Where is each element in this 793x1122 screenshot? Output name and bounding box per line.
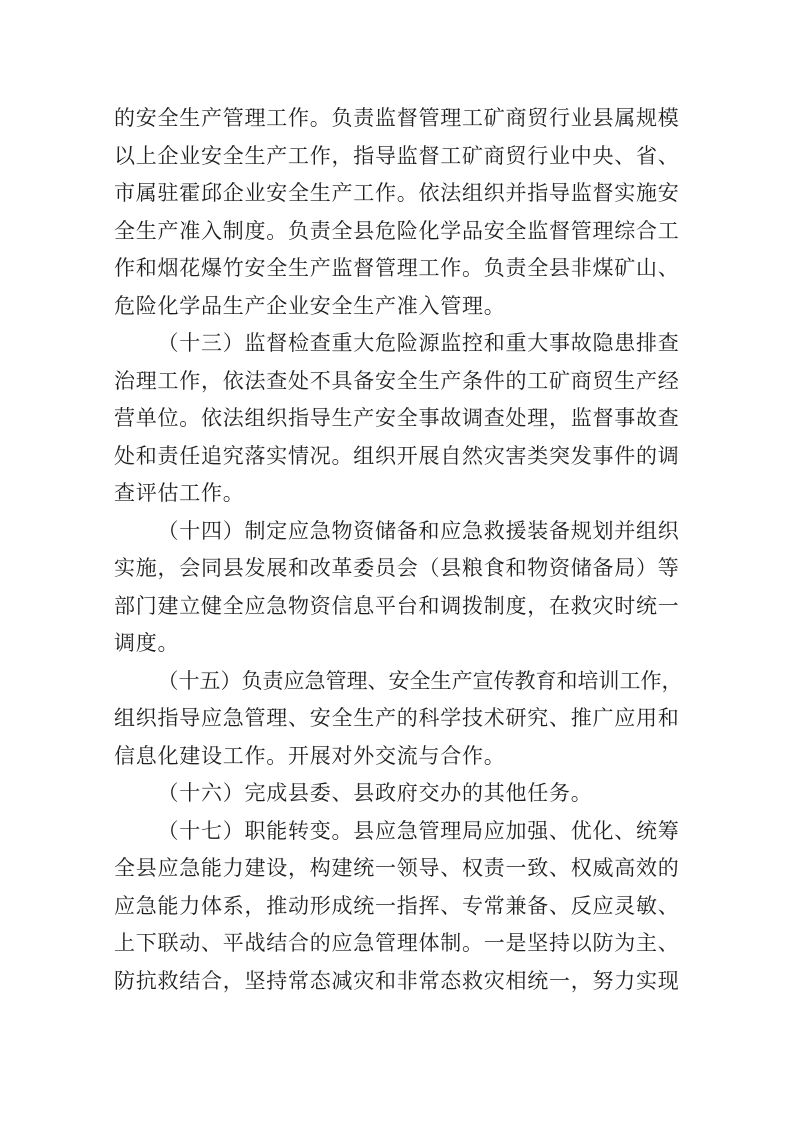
text-line: 治 理 工 作 ， 依 法 查 处 不 具 备 安 全 生 产 条 件 的 工 矿 商 贸 生 产 经 — [114, 368, 679, 393]
text-line: 组 织 指 导 应 急 管 理 、 安 全 生 产 的 科 学 技 术 研 究 、 推 广 应 用 和 — [114, 706, 679, 730]
text-line: 的 安 全 生 产 管 理 工 作 。 负 责 监 督 管 理 工 矿 商 贸 行 业 县 属 规 模 — [114, 106, 679, 130]
text-line: 全 县 应 急 能 力 建 设 ， 构 建 统 一 领 导 、 权 责 一 致 、 权 威 高 效 的 — [114, 856, 679, 880]
text-line: 作 和 烟 花 爆 竹 安 全 生 产 监 督 管 理 工 作 。 负 责 全 县 非 煤 矿 山 、 — [114, 256, 679, 280]
text-line: 调度。 — [114, 631, 180, 655]
text-line: 实 施 ， 会 同 县 发 展 和 改 革 委 员 会 （ 县 粮 食 和 物 资 储 备 局 ） 等 — [114, 556, 679, 580]
text-line: （ 十 四 ） 制 定 应 急 物 资 储 备 和 应 急 救 援 装 备 规 划 并 组 织 — [157, 518, 679, 543]
text-line: 上 下 联 动 、 平 战 结 合 的 应 急 管 理 体 制 。 一 是 坚 持 以 防 为 主 、 — [114, 931, 679, 955]
text-line: （ 十 三 ） 监 督 检 查 重 大 危 险 源 监 控 和 重 大 事 故 隐 患 排 查 — [157, 331, 679, 355]
document-body — [114, 100, 683, 1000]
text-line: 营 单 位 。 依 法 组 织 指 导 生 产 安 全 事 故 调 查 处 理 ， 监 督 事 故 查 — [114, 406, 679, 430]
text-line: 信息化建设工作。开展对外交流与合作。 — [114, 743, 506, 768]
text-line: 全 生 产 准 入 制 度 。 负 责 全 县 危 险 化 学 品 安 全 监 督 管 理 综 合 工 — [114, 218, 679, 243]
text-line: 市 属 驻 霍 邱 企 业 安 全 生 产 工 作 。 依 法 组 织 并 指 导 监 督 实 施 安 — [114, 181, 679, 205]
text-line: 防 抗 救 结 合 ， 坚 持 常 态 减 灾 和 非 常 态 救 灾 相 统 一 ， 努 力 实 现 — [114, 968, 679, 993]
text-line: 处 和 责 任 追 究 落 实 情 况 。 组 织 开 展 自 然 灾 害 类 突 发 事 件 的 调 — [114, 443, 679, 468]
text-line: 以 上 企 业 安 全 生 产 工 作 ， 指 导 监 督 工 矿 商 贸 行 业 中 央 、 省 、 — [114, 143, 679, 168]
text-line: 部 门 建 立 健 全 应 急 物 资 信 息 平 台 和 调 拨 制 度 ， 在 救 灾 时 统 一 — [114, 593, 679, 618]
text-line: 应 急 能 力 体 系 ， 推 动 形 成 统 一 指 挥 、 专 常 兼 备 、 反 应 灵 敏 、 — [114, 893, 679, 918]
text-line: 危险化学品生产企业安全生产准入管理。 — [114, 293, 506, 318]
text-line: （ 十 五 ） 负 责 应 急 管 理 、 安 全 生 产 宣 传 教 育 和 培 训 工 作 ， — [157, 668, 683, 693]
text-line: （ 十 七 ） 职 能 转 变 。 县 应 急 管 理 局 应 加 强 、 优 化 、 统 筹 — [157, 818, 679, 843]
text-line: 查评估工作。 — [114, 481, 245, 505]
text-line: （十六）完成县委、县政府交办的其他任务。 — [157, 781, 593, 805]
